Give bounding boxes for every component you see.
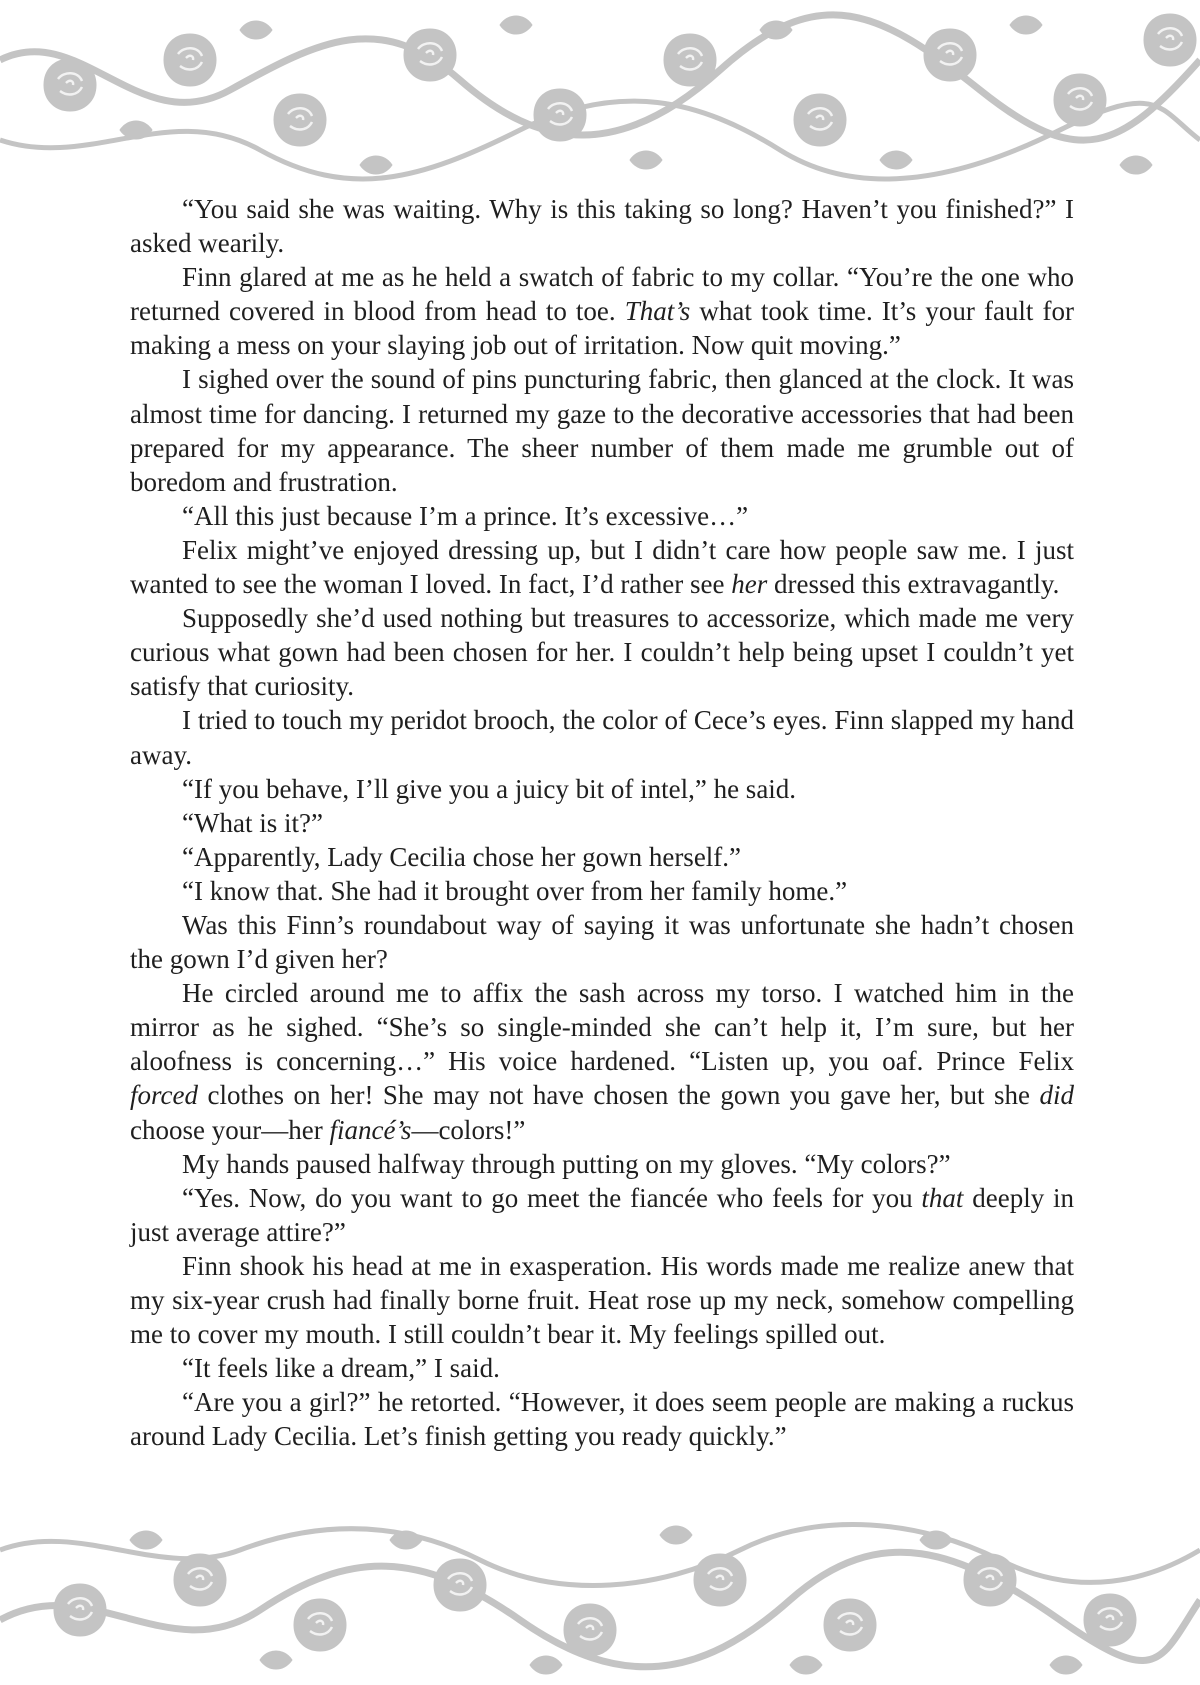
italic-text: that (921, 1182, 964, 1213)
text-segment: “I know that. She had it brought over from her family home.” (182, 875, 848, 906)
text-segment: “You said she was waiting. Why is this taking so long? Haven’t you finished?” I asked wearily. (130, 194, 1074, 259)
paragraph (130, 1147, 1074, 1181)
text-segment: dressed this extravagantly. (767, 569, 1060, 600)
paragraph (130, 1385, 1074, 1453)
paragraph (130, 840, 1074, 874)
paragraph (130, 260, 1074, 362)
paragraph (130, 1351, 1074, 1385)
paragraph (130, 499, 1074, 533)
paragraph (130, 192, 1074, 260)
text-segment: “All this just because I’m a prince. It’s excessive…” (182, 500, 749, 531)
text-segment: Felix might’ve enjoyed dressing up, but I didn’t care how people saw me. I just wanted to see the woman I loved. In fact, I’d rather see (130, 534, 1074, 600)
italic-text: That’s (624, 296, 691, 327)
paragraph (130, 1249, 1074, 1351)
paragraph (130, 874, 1074, 908)
text-segment: “What is it?” (182, 807, 323, 838)
paragraph (130, 362, 1074, 498)
bottom-rose-border (0, 1510, 1200, 1685)
text-segment: Finn glared at me as he held a swatch of fabric to my collar. “You’re the one who returned covered in blood from head to toe. (130, 262, 1074, 327)
paragraph (130, 806, 1074, 840)
text-segment: —colors!” (411, 1114, 526, 1145)
text-segment: “Apparently, Lady Cecilia chose her gown herself.” (182, 841, 742, 872)
story-text (130, 192, 1074, 1453)
italic-text: forced (130, 1080, 198, 1111)
text-segment: Finn shook his head at me in exasperation. His words made me realize anew that my six-year crush had finally borne fruit. Heat rose up my neck, somehow compelling me to cover my mouth. I still couldn’t bear it. My feelings spilled out. (130, 1250, 1074, 1350)
text-segment: clothes on her! She may not have chosen the gown you gave her, but she (197, 1080, 1040, 1111)
paragraph (130, 703, 1074, 771)
paragraph (130, 772, 1074, 806)
text-segment: He circled around me to affix the sash across my torso. I watched him in the mirror as he sighed. “She’s so single-minded she can’t help it, I’m sure, but her aloofness is concerning…” His voice hardened. “Listen up, you oaf. Prince Felix (130, 978, 1074, 1077)
paragraph (130, 908, 1074, 976)
paragraph (130, 601, 1074, 703)
text-segment: I tried to touch my peridot brooch, the color of Cece’s eyes. Finn slapped my hand away. (130, 705, 1074, 770)
text-segment: “It feels like a dream,” I said. (182, 1353, 500, 1384)
text-segment: what took time. It’s your fault for making a mess on your slaying job out of irritation. Now quit moving.” (130, 296, 1074, 361)
paragraph (130, 533, 1074, 601)
italic-text: her (731, 569, 768, 600)
text-segment: deeply in just average attire?” (130, 1182, 1074, 1247)
top-rose-border (0, 0, 1200, 190)
text-segment: “If you behave, I’ll give you a juicy bit of intel,” he said. (182, 773, 797, 804)
paragraph (130, 1181, 1074, 1249)
text-segment: Was this Finn’s roundabout way of saying it was unfortunate she hadn’t chosen the gown I’d given her? (130, 909, 1074, 975)
italic-text: fiancé’s (329, 1114, 412, 1145)
text-segment: choose your—her (130, 1114, 330, 1145)
text-segment: My hands paused halfway through putting on my gloves. “My colors?” (182, 1148, 951, 1179)
rose-vine-icon (44, 59, 96, 111)
text-segment: I sighed over the sound of pins puncturing fabric, then glanced at the clock. It was almost time for dancing. I returned my gaze to the decorative accessories that had been prepared for my appearance. The sheer number of them made me grumble out of boredom and frustration. (130, 364, 1074, 497)
italic-text: did (1039, 1080, 1074, 1111)
text-segment: “Yes. Now, do you want to go meet the fiancée who feels for you (182, 1182, 922, 1213)
paragraph (130, 976, 1074, 1146)
text-segment: Supposedly she’d used nothing but treasures to accessorize, which made me very curious what gown had been chosen for her. I couldn’t help being upset I couldn’t yet satisfy that curiosity. (130, 603, 1074, 702)
text-segment: “Are you a girl?” he retorted. “However, it does seem people are making a ruckus around Lady Cecilia. Let’s finish getting you ready quickly.” (130, 1387, 1074, 1452)
